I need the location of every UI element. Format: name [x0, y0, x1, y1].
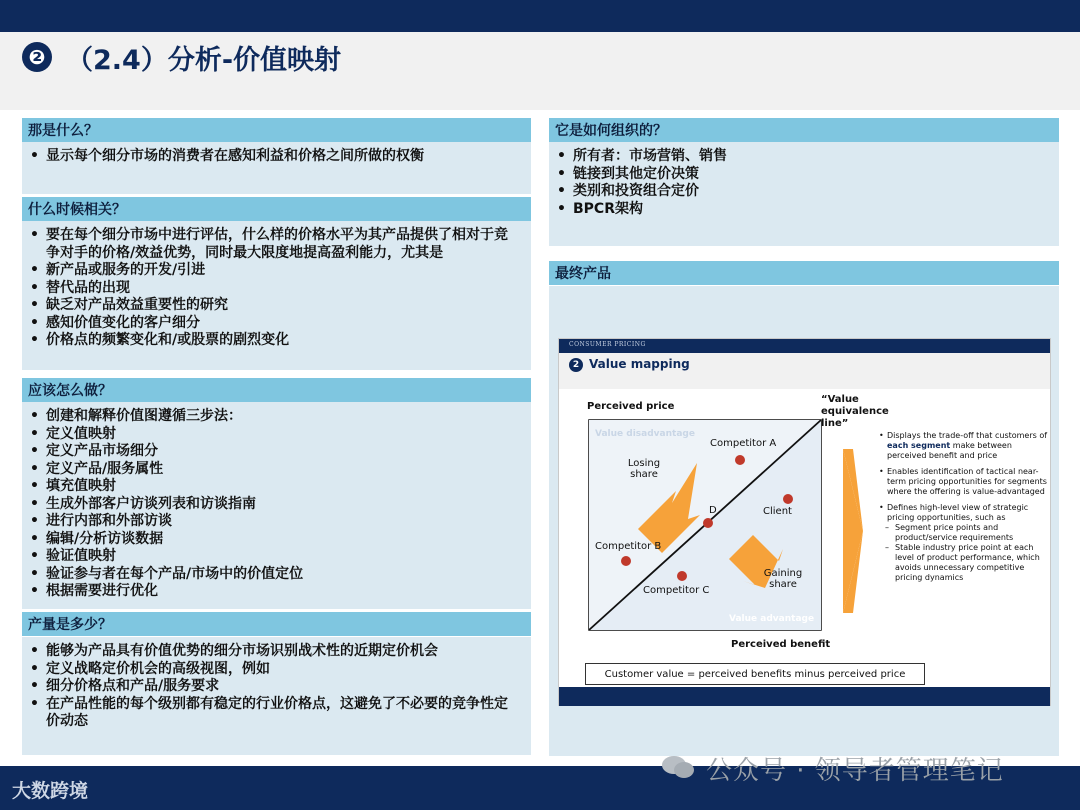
list-item: • 所有者：市场营销、销售 [557, 148, 1049, 166]
list-item: • 定义值映射 [30, 426, 521, 444]
point-competitor-b [621, 556, 631, 566]
top-bar [0, 0, 1080, 32]
list-item: • 根据需要进行优化 [30, 583, 521, 601]
list-item: • 能够为产品具有价值优势的细分市场识别战术性的近期定价机会 [30, 643, 521, 661]
mini-sub-bullet-1: – Segment price points and product/service requirements [879, 523, 1049, 543]
value-mapping-slide [558, 338, 1051, 706]
list-item: • 缺乏对产品效益重要性的研究 [30, 297, 521, 315]
d-label: D [709, 505, 717, 516]
mini-header-label: CONSUMER PRICING [569, 341, 646, 348]
customer-value-formula: Customer value = perceived benefits minus perceived price [585, 663, 925, 685]
point-competitor-a [735, 455, 745, 465]
section-what-body [22, 142, 531, 194]
competitor-c-label: Competitor C [643, 585, 710, 596]
list-item: • 细分价格点和产品/服务要求 [30, 678, 521, 696]
point-client [783, 494, 793, 504]
client-label: Client [763, 506, 792, 517]
section-final-title: 最终产品 [549, 261, 1059, 285]
competitor-a-label: Competitor A [710, 438, 777, 449]
list-item: • 进行内部和外部访谈 [30, 513, 521, 531]
section-org-title: 它是如何组织的？ [549, 118, 1059, 142]
gaining-share-label: Gaining share [763, 568, 803, 590]
value-equivalence-line-label: “Value equivalence line” [821, 394, 889, 429]
mini-sub-bullet-2: – Stable industry price point at each level of product performance, which avoids unnecessary competitive pricing dynamics [879, 543, 1049, 583]
list-item: • 替代品的出现 [30, 280, 521, 298]
title-number-badge: ❷ [22, 42, 52, 72]
list-item: • 定义产品/服务属性 [30, 461, 521, 479]
wechat-icon [660, 754, 696, 780]
section-output-list [30, 643, 521, 731]
mini-bullet-2: • Enables identification of tactical near-term pricing opportunities for segments where the offering is value-advantaged [879, 467, 1049, 497]
section-what-title: 那是什么？ [22, 118, 531, 142]
section-when-list [30, 227, 521, 350]
mini-bullets [879, 431, 1049, 583]
mini-bullet-1: • Displays the trade-off that customers of each segment make between perceived benefit and price [879, 431, 1049, 461]
y-axis-label: Perceived price [587, 401, 675, 412]
list-item: • 填充值映射 [30, 478, 521, 496]
list-item: • 在产品性能的每个级别都有稳定的行业价格点，这避免了不必要的竞争性定价动态 [30, 696, 521, 731]
mini-bullet-3: • Defines high-level view of strategic pricing opportunities, such as [879, 503, 1049, 523]
footer-logo: 大数跨境 [12, 780, 89, 802]
value-disadvantage-label: Value disadvantage [595, 429, 695, 439]
list-item: • 验证参与者在每个产品/市场中的价值定位 [30, 566, 521, 584]
value-advantage-label: Value advantage [729, 614, 815, 624]
list-item: • 定义战略定价机会的高级视图，例如 [30, 661, 521, 679]
section-output-body [22, 637, 531, 755]
list-item: • 编辑/分析访谈数据 [30, 531, 521, 549]
list-item: • 要在每个细分市场中进行评估，什么样的价格水平为其产品提供了相对于竞争对手的价格/效益优势，同时最大限度地提高盈利能力，尤其是 [30, 227, 521, 262]
list-item: • 验证值映射 [30, 548, 521, 566]
section-how-title: 应该怎么做？ [22, 378, 531, 402]
list-item: • BPCR架构 [557, 201, 1049, 219]
watermark-text: 公众号 · 领导者管理笔记 [706, 756, 1004, 786]
section-when-body [22, 221, 531, 370]
competitor-b-label: Competitor B [595, 541, 662, 552]
list-item: • 感知价值变化的客户细分 [30, 315, 521, 333]
mini-title: Value mapping [589, 357, 690, 371]
point-d [703, 518, 713, 528]
list-item: • 类别和投资组合定价 [557, 183, 1049, 201]
list-item: • 创建和解释价值图遵循三步法： [30, 408, 521, 426]
section-org-body [549, 142, 1059, 246]
list-item: • 新产品或服务的开发/引进 [30, 262, 521, 280]
section-how-list [30, 408, 521, 601]
page-title: （2.4）分析-价值映射 [66, 45, 342, 76]
section-what-list [30, 148, 521, 166]
losing-share-label: Losing share [627, 458, 661, 480]
section-when-title: 什么时候相关？ [22, 197, 531, 221]
list-item: • 定义产品市场细分 [30, 443, 521, 461]
mini-bottom-bar [559, 687, 1050, 706]
list-item: • 价格点的频繁变化和/或股票的剧烈变化 [30, 332, 521, 350]
section-output-title: 产量是多少？ [22, 612, 531, 636]
x-axis-label: Perceived benefit [731, 639, 831, 650]
list-item: • 显示每个细分市场的消费者在感知利益和价格之间所做的权衡 [30, 148, 521, 166]
section-org-list [557, 148, 1049, 218]
point-competitor-c [677, 571, 687, 581]
list-item: • 生成外部客户访谈列表和访谈指南 [30, 496, 521, 514]
list-item: • 链接到其他定价决策 [557, 166, 1049, 184]
mini-number-badge: 2 [569, 358, 583, 372]
section-how-body [22, 402, 531, 609]
